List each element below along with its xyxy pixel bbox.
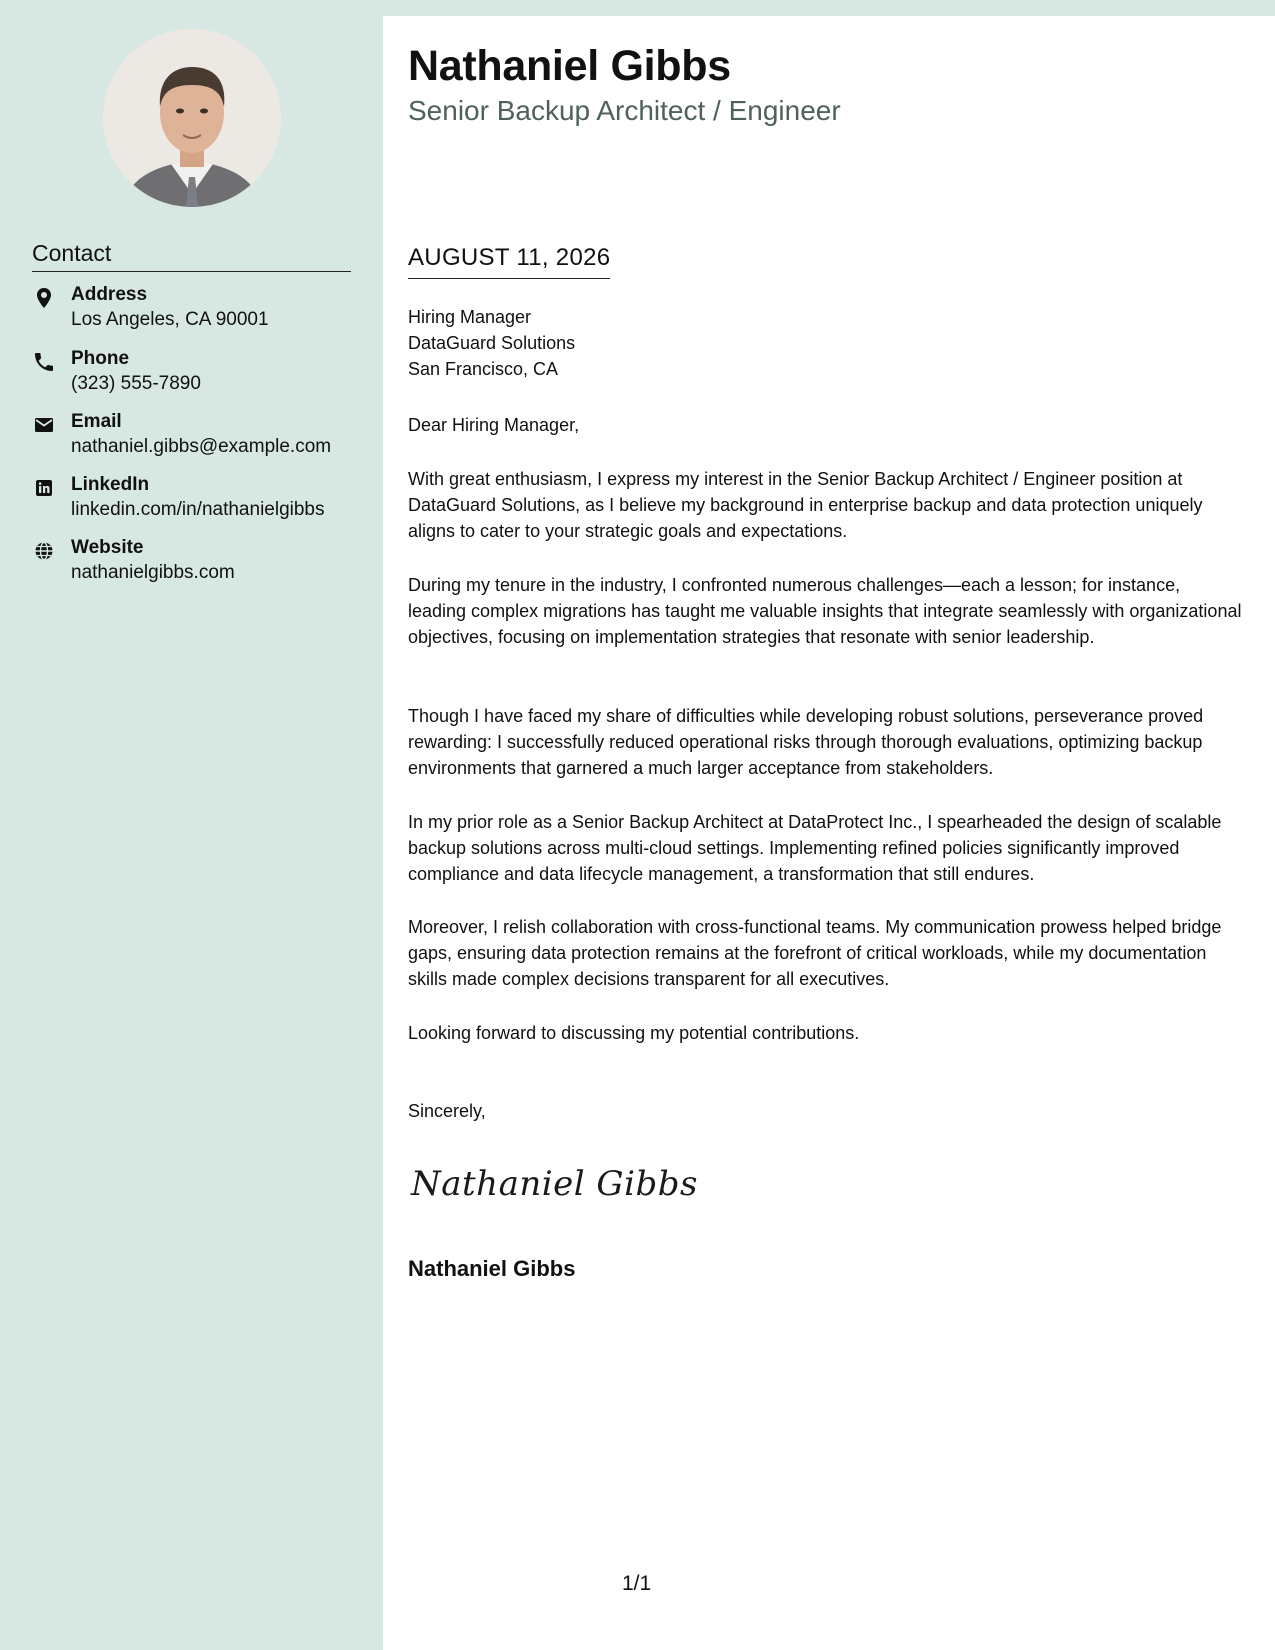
page-number: 1/1 <box>622 1572 652 1595</box>
recipient-block <box>408 304 1243 382</box>
paragraph: With great enthusiasm, I express my interest in the Senior Backup Architect / Engineer position at DataGuard Solutions, as I believe my background in enterprise backup and data protection uniquely aligns to cater to your strategic goals and expectations. <box>408 469 1203 541</box>
applicant-name: Nathaniel Gibbs <box>408 42 731 90</box>
closing: Sincerely, <box>408 1101 486 1121</box>
contact-label: Address <box>71 284 148 305</box>
contact-label: Phone <box>71 348 130 369</box>
signed-name: Nathaniel Gibbs <box>408 1256 576 1281</box>
paragraph: Though I have faced my share of difficulties while developing robust solutions, perseverance proved rewarding: I successfully reduced operational risks through thorough evaluations, optimizing backup environments that garnered a much larger acceptance from stakeholders. <box>408 706 1204 778</box>
map-pin-icon <box>32 286 56 310</box>
paragraph: Moreover, I relish collaboration with cross-functional teams. My communication prowess helped bridge gaps, ensuring data protection remains at the forefront of critical workloads, while my documentation skills made complex decisions transparent for all executives. <box>408 917 1222 989</box>
paragraph: In my prior role as a Senior Backup Architect at DataProtect Inc., I spearheaded the design of scalable backup solutions across multi-cloud settings. Implementing refined policies significantly improved compliance and data lifecycle management, a transformation that still endures. <box>408 812 1222 884</box>
contact-linkedin <box>32 474 372 526</box>
contact-email <box>32 411 372 463</box>
linkedin-icon <box>32 476 56 500</box>
contact-heading: Contact <box>32 240 351 272</box>
sidebar <box>0 0 383 1650</box>
contact-value: (323) 555-7890 <box>71 373 201 394</box>
contact-label: Website <box>71 537 144 558</box>
contact-value: linkedin.com/in/nathanielgibbs <box>71 499 325 520</box>
contact-website <box>32 537 372 589</box>
letter-body <box>383 16 1275 1650</box>
contact-phone <box>32 348 372 400</box>
phone-icon <box>32 350 56 374</box>
contact-label: Email <box>71 411 122 432</box>
envelope-icon <box>32 413 56 437</box>
contact-value: nathanielgibbs.com <box>71 562 235 583</box>
contact-value: Los Angeles, CA 90001 <box>71 309 269 330</box>
salutation: Dear Hiring Manager, <box>408 415 580 435</box>
recipient-line: DataGuard Solutions <box>408 333 576 353</box>
contact-address <box>32 284 372 336</box>
job-title: Senior Backup Architect / Engineer <box>408 95 841 126</box>
contact-label: LinkedIn <box>71 474 150 495</box>
recipient-line: Hiring Manager <box>408 307 532 327</box>
globe-icon <box>32 539 56 563</box>
recipient-line: San Francisco, CA <box>408 359 559 379</box>
paragraph: Looking forward to discussing my potential contributions. <box>408 1023 860 1043</box>
letter-date: AUGUST 11, 2026 <box>408 244 610 279</box>
signature: Nathaniel Gibbs <box>411 1164 698 1204</box>
paragraph: During my tenure in the industry, I confronted numerous challenges—each a lesson; for instance, leading complex migrations has taught me valuable insights that integrate seamlessly with organizational objectives, focusing on implementation strategies that resonate with senior leadership. <box>408 575 1242 647</box>
contact-value: nathaniel.gibbs@example.com <box>71 436 332 457</box>
profile-photo <box>103 29 281 207</box>
